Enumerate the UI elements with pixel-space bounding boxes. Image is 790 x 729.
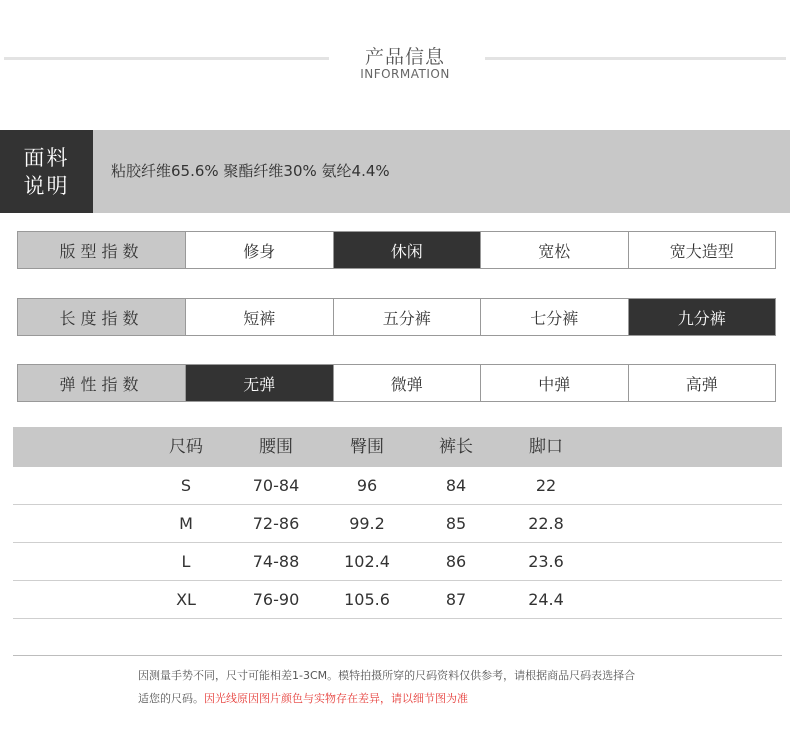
length-option: 九分裤	[629, 299, 776, 335]
length-index-row	[17, 298, 776, 336]
cell-size: XL	[176, 590, 196, 609]
cell-hem: 23.6	[528, 552, 564, 571]
section-subtitle: INFORMATION	[360, 67, 450, 81]
note-line-2-text: 适您的尺码。	[138, 692, 204, 705]
cell-hem: 22	[535, 476, 557, 495]
length-option: 七分裤	[481, 299, 629, 335]
cell-length: 84	[445, 476, 467, 495]
fabric-composition: 粘胶纤维65.6% 聚酯纤维30% 氨纶4.4%	[111, 162, 390, 180]
cell-hip: 96	[356, 476, 378, 495]
stretch-option: 无弹	[186, 365, 334, 401]
cell-size: L	[181, 552, 191, 571]
cell-length: 87	[445, 590, 467, 609]
size-table-header	[13, 427, 782, 467]
cell-hip: 105.6	[344, 590, 390, 609]
cell-waist: 70-84	[252, 476, 300, 495]
header-hem: 脚口	[529, 437, 563, 457]
fabric-band	[0, 130, 790, 213]
section-title: 产品信息	[364, 46, 445, 68]
footer-divider	[13, 655, 782, 656]
table-row	[13, 581, 782, 619]
length-index-label: 长度指数	[18, 299, 186, 335]
stretch-index-label: 弹性指数	[18, 365, 186, 401]
table-row	[13, 467, 782, 505]
header-waist: 腰围	[259, 437, 293, 457]
fit-index-row	[17, 231, 776, 269]
cell-hem: 24.4	[528, 590, 564, 609]
cell-hem: 22.8	[528, 514, 564, 533]
cell-waist: 72-86	[252, 514, 300, 533]
header-hip: 臀围	[350, 437, 384, 457]
cell-length: 85	[445, 514, 467, 533]
fit-option: 宽松	[481, 232, 629, 268]
note-line-2	[138, 690, 468, 706]
cell-waist: 76-90	[252, 590, 300, 609]
note-color-disclaimer: 因光线原因图片颜色与实物存在差异，请以细节图为准	[204, 692, 468, 705]
header-size: 尺码	[169, 437, 203, 457]
fabric-label	[0, 130, 93, 213]
fabric-label-line2: 说明	[23, 173, 70, 198]
fit-option: 休闲	[334, 232, 482, 268]
fit-option: 宽大造型	[669, 241, 734, 261]
stretch-option: 高弹	[685, 374, 718, 394]
table-row	[13, 505, 782, 543]
cell-waist: 74-88	[252, 552, 300, 571]
cell-size: S	[180, 476, 192, 495]
table-row	[13, 543, 782, 581]
length-option: 短裤	[186, 299, 334, 335]
fit-index-label: 版型指数	[18, 232, 186, 268]
header-length: 裤长	[439, 437, 473, 457]
fabric-label-line1: 面料	[23, 145, 70, 170]
stretch-option: 微弹	[334, 365, 482, 401]
cell-hip: 102.4	[344, 552, 390, 571]
cell-size: M	[179, 514, 193, 533]
length-option: 五分裤	[334, 299, 482, 335]
fit-option: 修身	[186, 232, 334, 268]
cell-hip: 99.2	[349, 514, 385, 533]
stretch-index-row	[17, 364, 776, 402]
cell-length: 86	[445, 552, 467, 571]
stretch-option: 中弹	[481, 365, 629, 401]
note-line-1: 因测量手势不同，尺寸可能相差1-3CM。模特拍摄所穿的尺码资料仅供参考，请根据商品尺码表选择合	[138, 669, 636, 682]
